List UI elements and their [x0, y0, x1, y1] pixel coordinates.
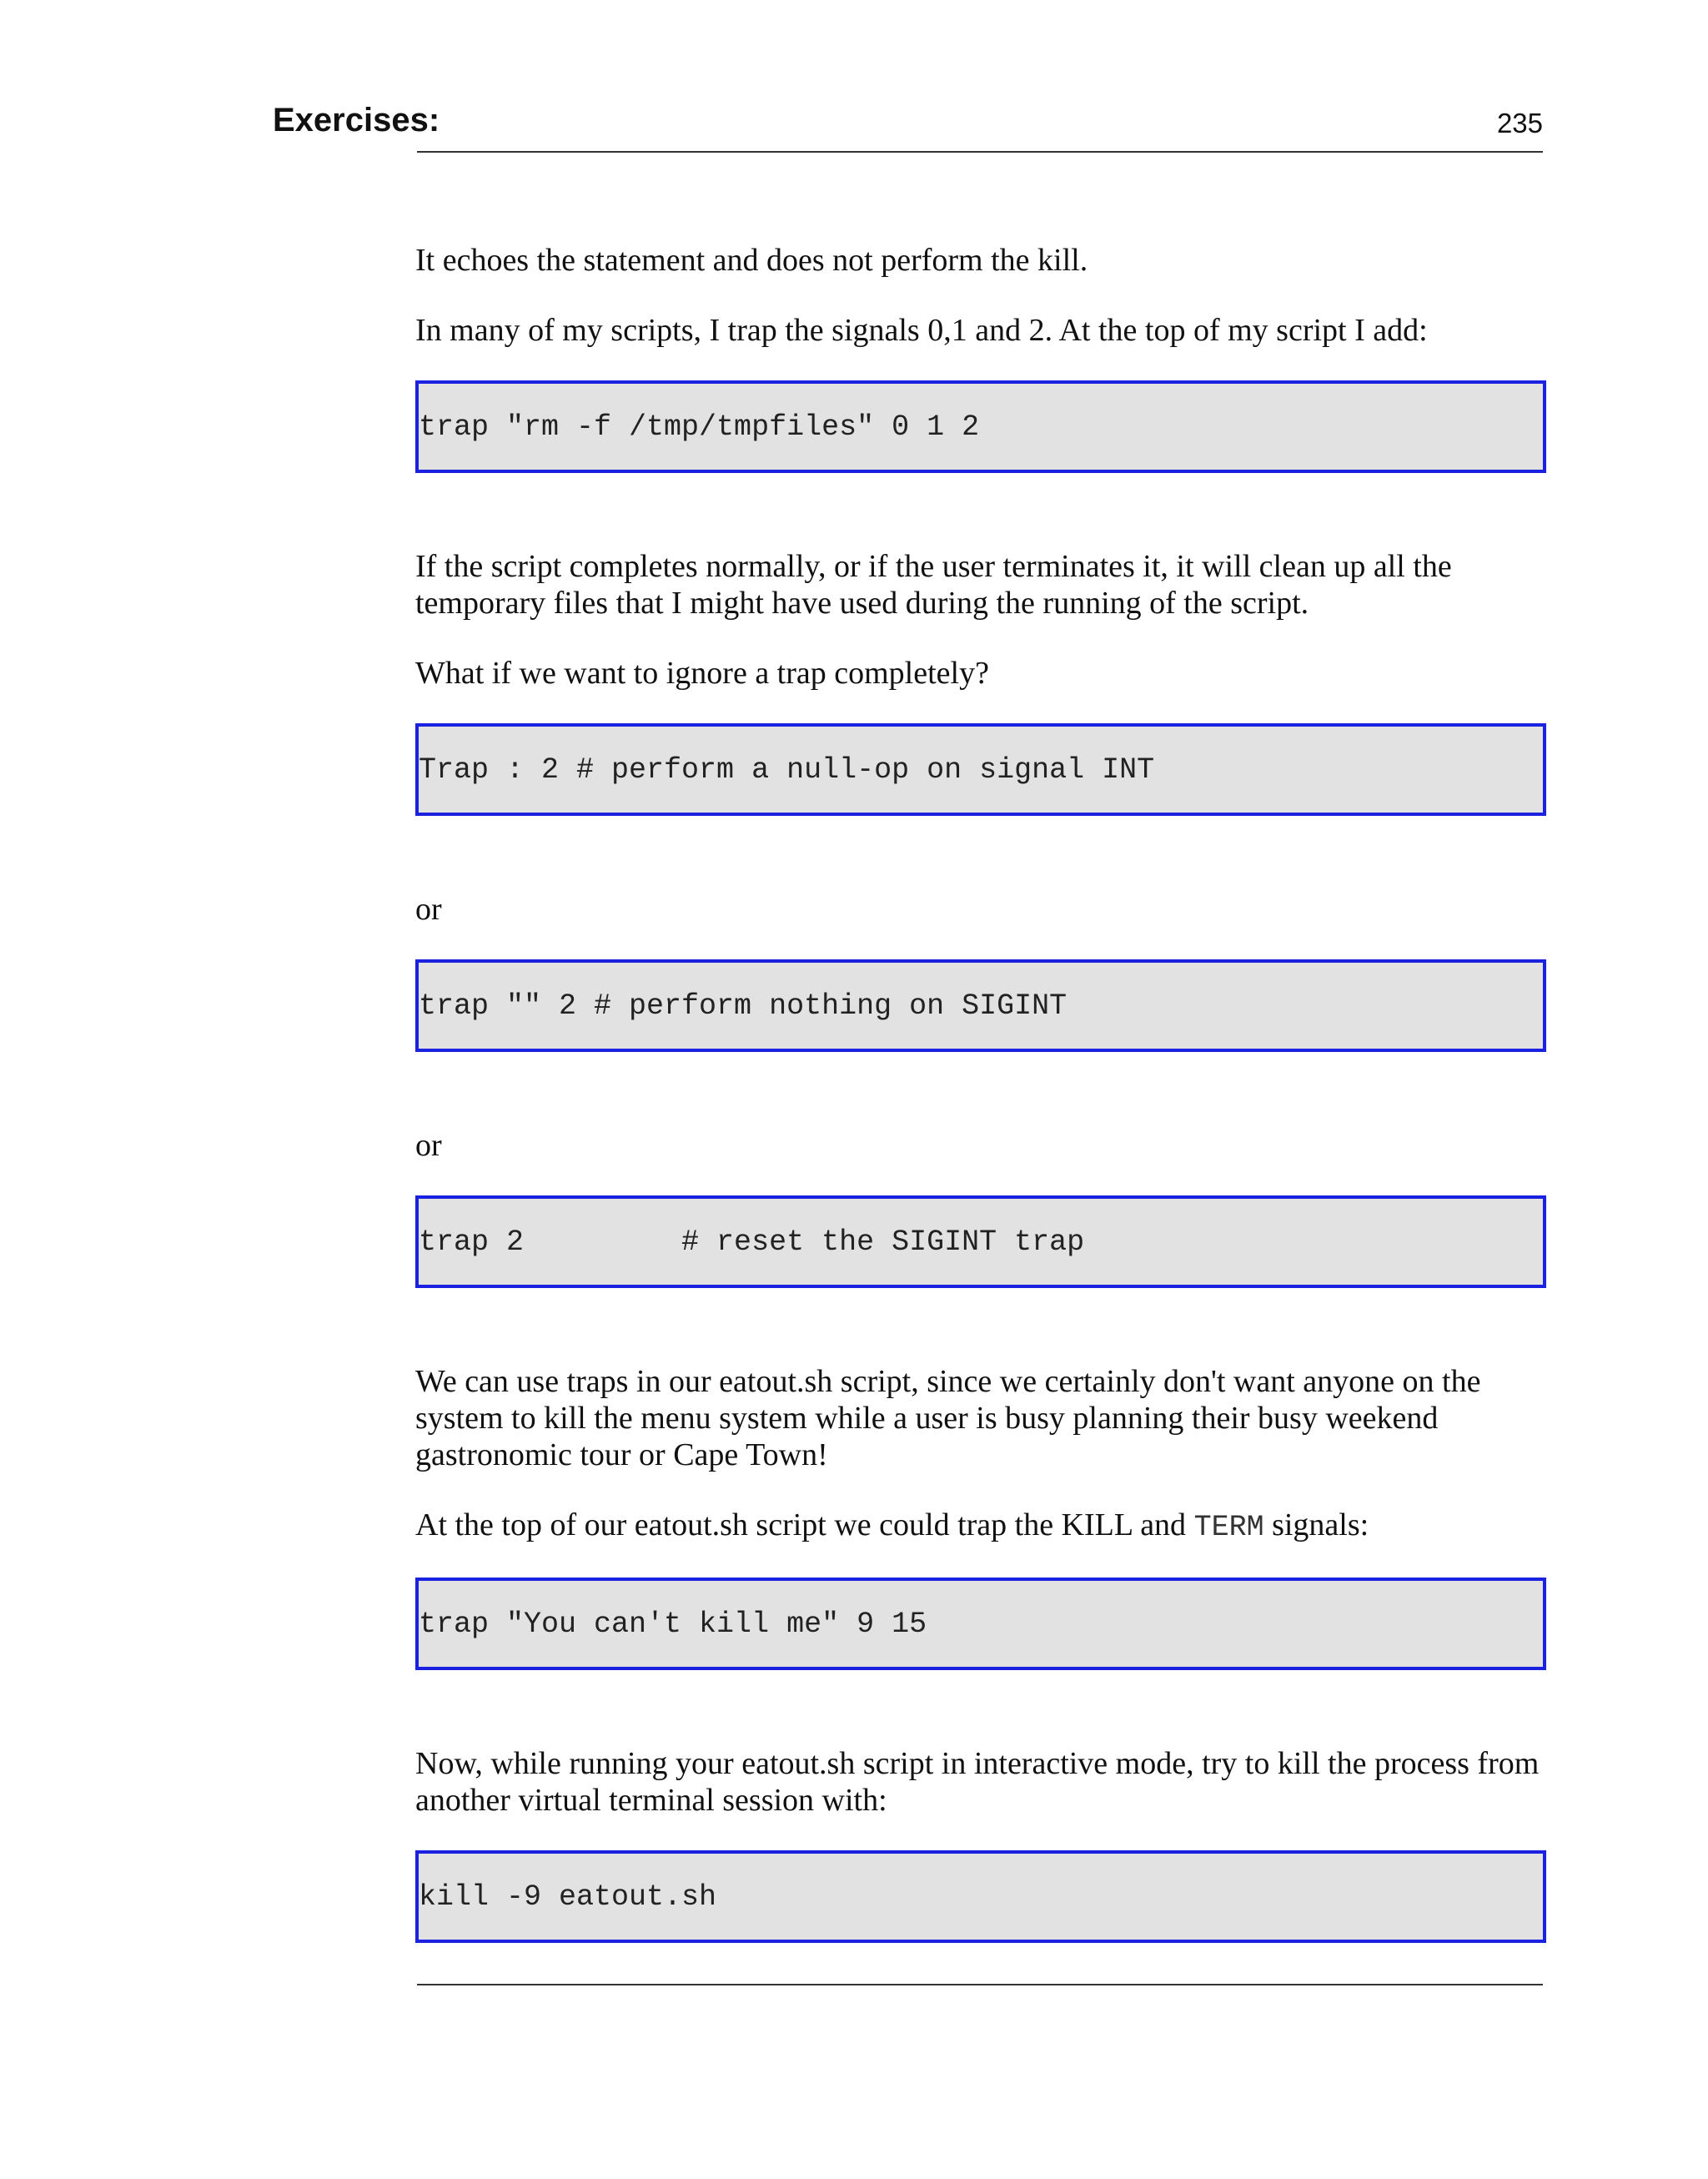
code-block-null-op	[415, 723, 1546, 816]
code-text: Trap : 2 # perform a null-op on signal INT	[419, 752, 1155, 787]
paragraph-cleanup: If the script completes normally, or if the user terminates it, it will clean up all the temporary files that I might have used during the running of the script.	[415, 549, 1452, 621]
paragraph-eatout-traps: We can use traps in our eatout.sh script, since we certainly don't want anyone on the system to kill the menu system while a user is busy planning their busy weekend gastronomic tour or Cape Town!	[415, 1364, 1481, 1472]
code-text: trap "rm -f /tmp/tmpfiles" 0 1 2	[419, 410, 980, 444]
code-text: trap "You can't kill me" 9 15	[419, 1607, 927, 1641]
paragraph-interactive-kill: Now, while running your eatout.sh script in interactive mode, try to kill the process from another virtual terminal session with:	[415, 1746, 1540, 1818]
paragraph-or-1: or	[415, 892, 442, 927]
footer-rule	[417, 1984, 1543, 1985]
code-block-reset-trap	[415, 1195, 1546, 1288]
code-block-perform-nothing	[415, 959, 1546, 1052]
page-content	[415, 242, 1546, 2018]
code-text: trap 2 # reset the SIGINT trap	[419, 1225, 1085, 1259]
code-text: trap "" 2 # perform nothing on SIGINT	[419, 989, 1068, 1023]
paragraph-echo: It echoes the statement and does not perform the kill.	[415, 243, 1088, 278]
paragraph-or-2: or	[415, 1128, 442, 1163]
code-text: kill -9 eatout.sh	[419, 1880, 717, 1914]
paragraph-kill-term: At the top of our eatout.sh script we could trap the KILL and TERM signals:	[415, 1507, 1369, 1544]
header-rule	[417, 151, 1543, 153]
page-number: 235	[1496, 108, 1543, 138]
code-block-trap-rm	[415, 380, 1546, 473]
page-title: Exercises:	[273, 102, 440, 138]
paragraph-trap-signals: In many of my scripts, I trap the signals 0,1 and 2. At the top of my script I add:	[415, 313, 1428, 348]
paragraph-ignore-trap: What if we want to ignore a trap completely?	[415, 656, 989, 691]
inline-code-term: TERM	[1193, 1511, 1264, 1544]
code-block-kill-eatout	[415, 1850, 1546, 1943]
code-block-cant-kill	[415, 1578, 1546, 1670]
